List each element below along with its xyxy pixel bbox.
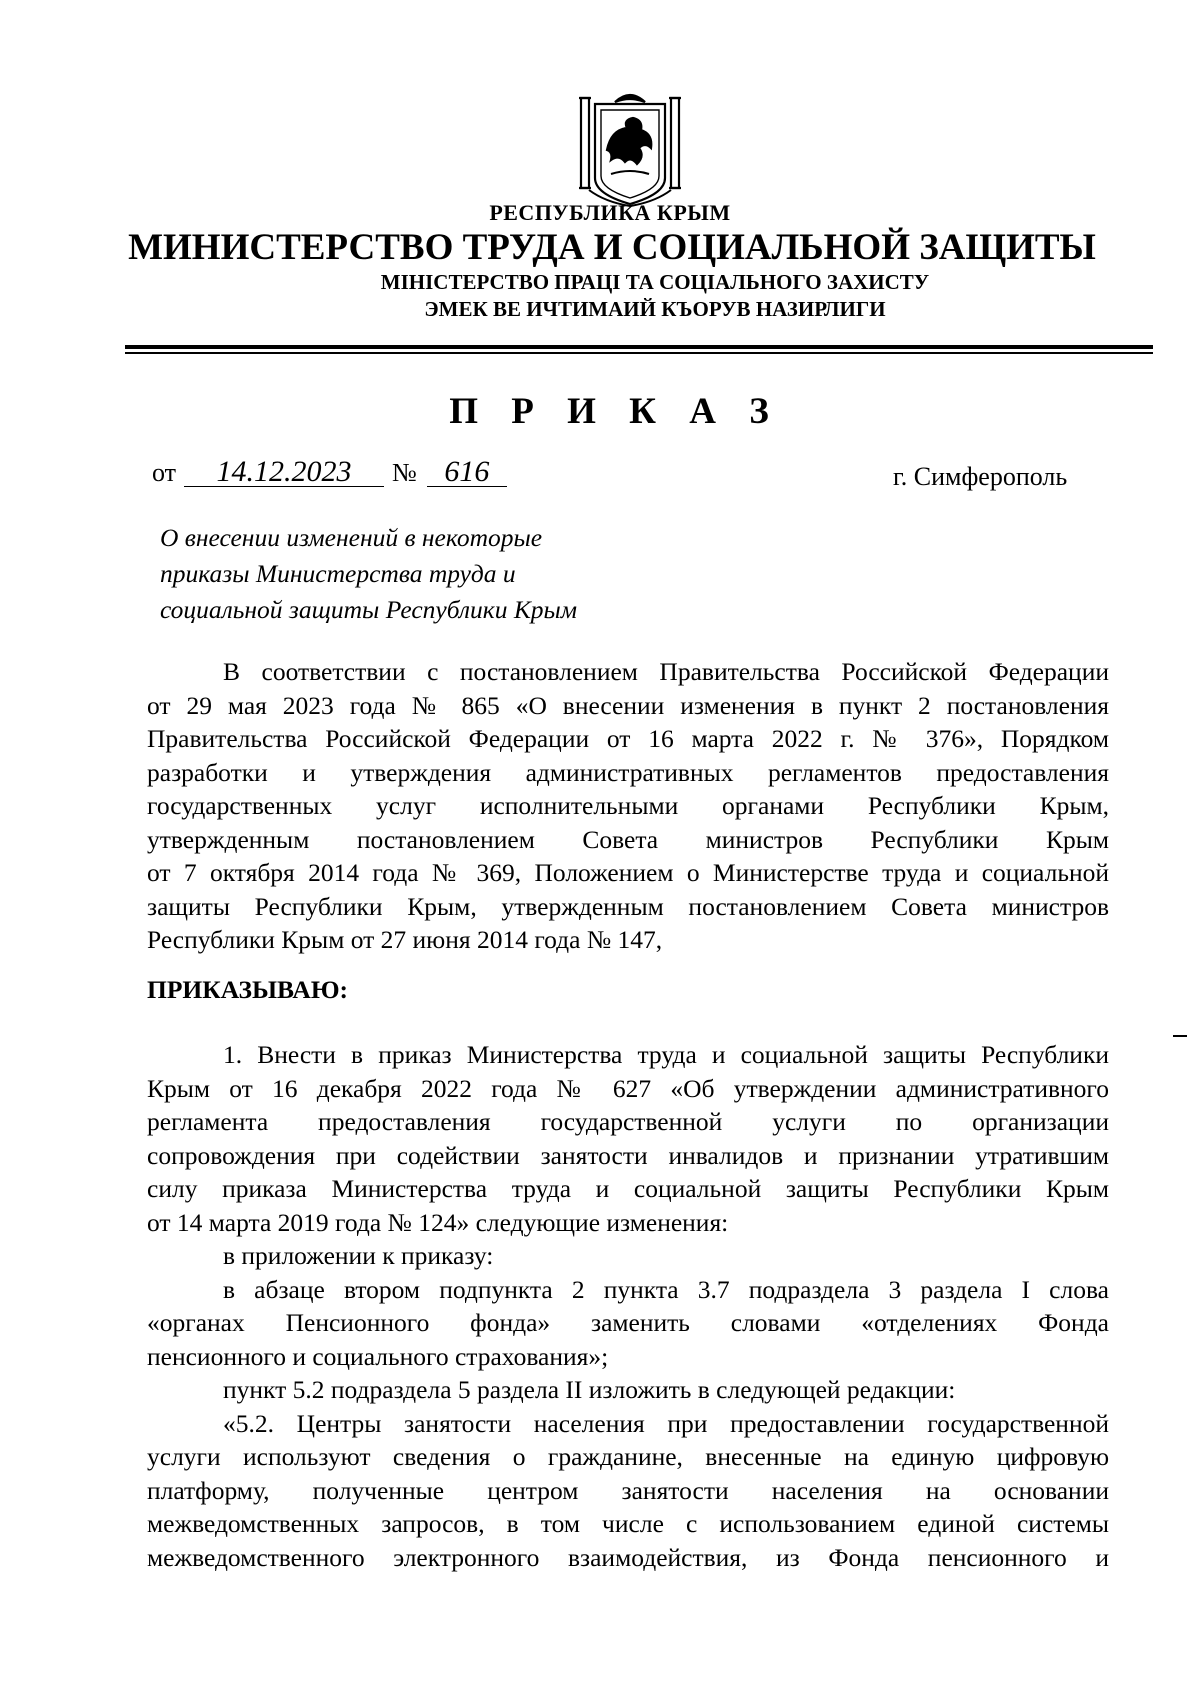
header-divider-thin bbox=[125, 352, 1153, 354]
orders-line: межведомственных запросов, в том числе с использованием единой системы bbox=[147, 1509, 1109, 1538]
orders-line: межведомственного электронного взаимодействия, из Фонда пенсионного и bbox=[147, 1542, 1109, 1572]
preamble-line: разработки и утверждения административных регламентов предоставления bbox=[147, 757, 1109, 787]
document-title: П Р И К А З bbox=[449, 391, 781, 432]
orders-line: сопровождения при содействии занятости инвалидов и признании утратившим bbox=[147, 1140, 1109, 1170]
preamble-paragraph bbox=[147, 655, 1109, 957]
preamble-line: защиты Республики Крым, утвержденным постановлением Совета министров bbox=[147, 891, 1109, 921]
ministry-name: МИНИСТЕРСТВО ТРУДА И СОЦИАЛЬНОЙ ЗАЩИТЫ bbox=[128, 227, 1096, 268]
orders-line: 1. Внести в приказ Министерства труда и социальной защиты Республики bbox=[223, 1040, 1109, 1069]
orders-text bbox=[147, 1038, 1109, 1574]
orders-heading: ПРИКАЗЫВАЮ: bbox=[147, 975, 349, 1004]
order-subject bbox=[160, 520, 680, 628]
preamble-line: Республики Крым от 27 июня 2014 года № 147, bbox=[147, 925, 663, 954]
orders-line: от 14 марта 2019 года № 124» следующие изменения: bbox=[147, 1207, 729, 1237]
crimea-coat-of-arms-icon bbox=[575, 90, 685, 208]
republic-name: РЕСПУБЛИКА КРЫМ bbox=[489, 200, 731, 225]
orders-line: пункт 5.2 подраздела 5 раздела II изложить в следующей редакции: bbox=[223, 1375, 956, 1404]
preamble-line: В соответствии с постановлением Правительства Российской Федерации bbox=[223, 657, 1109, 686]
order-dateline bbox=[152, 455, 507, 488]
margin-mark bbox=[1173, 1035, 1187, 1037]
ministry-name-ukrainian: МІНІСТЕРСТВО ПРАЦІ ТА СОЦІАЛЬНОГО ЗАХИСТУ bbox=[380, 270, 930, 294]
orders-line: пенсионного и социального страхования»; bbox=[147, 1341, 609, 1371]
order-number: 616 bbox=[427, 458, 507, 487]
number-label: № bbox=[392, 458, 417, 487]
orders-line: силу приказа Министерства труда и социальной защиты Республики Крым bbox=[147, 1174, 1109, 1203]
orders-line: услуги используют сведения о гражданине, внесенные на единую цифровую bbox=[147, 1442, 1109, 1471]
preamble-line: утвержденным постановлением Совета министров Республики Крым bbox=[147, 824, 1109, 854]
orders-line: платформу, полученные центром занятости населения на основании bbox=[147, 1475, 1109, 1505]
date-from-label: от bbox=[152, 458, 177, 487]
subject-line: О внесении изменений в некоторые bbox=[160, 523, 543, 552]
orders-line: регламента предоставления государственной услуги по организации bbox=[147, 1107, 1109, 1136]
city-name: г. Симферополь bbox=[893, 462, 1068, 491]
preamble-line: Правительства Российской Федерации от 16 марта 2022 г. № 376», Порядком bbox=[147, 724, 1109, 753]
orders-line: в абзаце втором подпункта 2 пункта 3.7 подраздела 3 раздела I слова bbox=[223, 1274, 1109, 1304]
preamble-line: государственных услуг исполнительными органами Республики Крым, bbox=[147, 791, 1109, 820]
header-divider-thick bbox=[125, 345, 1153, 349]
subject-line: приказы Министерства труда и bbox=[160, 559, 516, 588]
preamble-line: от 7 октября 2014 года № 369, Положением о Министерстве труда и социальной bbox=[147, 858, 1109, 887]
ministry-name-crimean-tatar: ЭМЕК ВЕ ИЧТИМАИЙ КЪОРУВ НАЗИРЛИГИ bbox=[424, 297, 886, 321]
preamble-line: от 29 мая 2023 года № 865 «О внесении изменения в пункт 2 постановления bbox=[147, 690, 1109, 720]
orders-line: Крым от 16 декабря 2022 года № 627 «Об утверждении административного bbox=[147, 1073, 1109, 1103]
orders-line: «5.2. Центры занятости населения при предоставлении государственной bbox=[223, 1408, 1109, 1438]
orders-line: «органах Пенсионного фонда» заменить словами «отделениях Фонда bbox=[147, 1308, 1109, 1337]
subject-line: социальной защиты Республики Крым bbox=[160, 595, 578, 624]
orders-line: в приложении к приказу: bbox=[223, 1241, 494, 1270]
order-date: 14.12.2023 bbox=[184, 458, 384, 487]
